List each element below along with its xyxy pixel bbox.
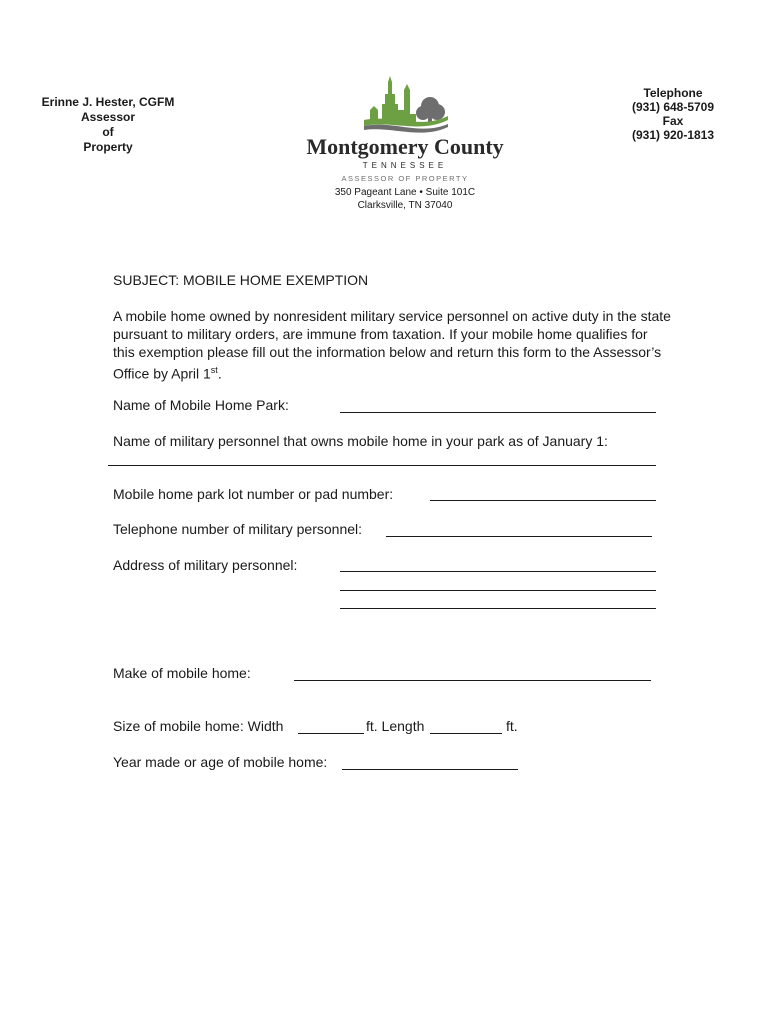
make-field[interactable]	[294, 680, 651, 681]
park-name-field[interactable]	[340, 412, 656, 413]
make-label: Make of mobile home:	[113, 665, 251, 681]
intro-paragraph: A mobile home owned by nonresident military service personnel on active duty in the state pursuant to military orders, are immune from taxation. If your mobile home qualifies for this exemption please fill out the information below and return this form to the Assessor’s Office by April 1st.	[113, 308, 671, 382]
year-field[interactable]	[342, 769, 518, 770]
lot-number-field[interactable]	[430, 500, 656, 501]
park-name-label: Name of Mobile Home Park:	[113, 397, 289, 413]
fax-label: Fax	[662, 114, 684, 128]
address-field-line-1[interactable]	[340, 571, 656, 572]
assessor-name-block	[28, 95, 188, 155]
military-owner-field[interactable]	[108, 465, 656, 466]
fax-number: (931) 920-1813	[631, 128, 715, 142]
telephone-field[interactable]	[386, 536, 652, 537]
assessor-name: Erinne J. Hester, CGFM	[41, 95, 175, 109]
subject-line: SUBJECT: MOBILE HOME EXEMPTION	[113, 272, 369, 288]
length-field[interactable]	[430, 733, 502, 734]
contact-block	[610, 86, 736, 142]
logo-dept: ASSESSOR OF PROPERTY	[341, 174, 469, 183]
address-line-1: 350 Pageant Lane • Suite 101C	[334, 187, 476, 198]
size-width-label: Size of mobile home: Width	[113, 718, 284, 734]
montgomery-county-logo	[270, 70, 540, 185]
assessor-property: Property	[83, 140, 133, 154]
year-label: Year made or age of mobile home:	[113, 754, 328, 770]
bullet-separator: •	[419, 187, 423, 198]
telephone-number: (931) 648-5709	[631, 100, 715, 114]
assessor-of: of	[102, 125, 114, 139]
logo-county-name: Montgomery County	[306, 134, 504, 159]
width-field[interactable]	[298, 733, 364, 734]
address-field-line-3[interactable]	[340, 608, 656, 609]
telephone-label-field: Telephone number of military personnel:	[113, 521, 363, 537]
courthouse-icon	[370, 76, 416, 122]
logo-state: TENNESSEE	[362, 161, 448, 170]
telephone-label: Telephone	[643, 86, 703, 100]
lot-number-label: Mobile home park lot number or pad number:	[113, 486, 394, 502]
military-owner-label: Name of military personnel that owns mobile home in your park as of January 1:	[113, 433, 608, 449]
assessor-title: Assessor	[80, 110, 136, 124]
address-field-line-2[interactable]	[340, 590, 656, 591]
office-address	[300, 186, 510, 212]
address-line-2: Clarksville, TN 37040	[357, 200, 453, 211]
size-length-label: ft. Length	[366, 718, 425, 734]
address-label: Address of military personnel:	[113, 557, 298, 573]
size-unit-label: ft.	[506, 718, 518, 734]
